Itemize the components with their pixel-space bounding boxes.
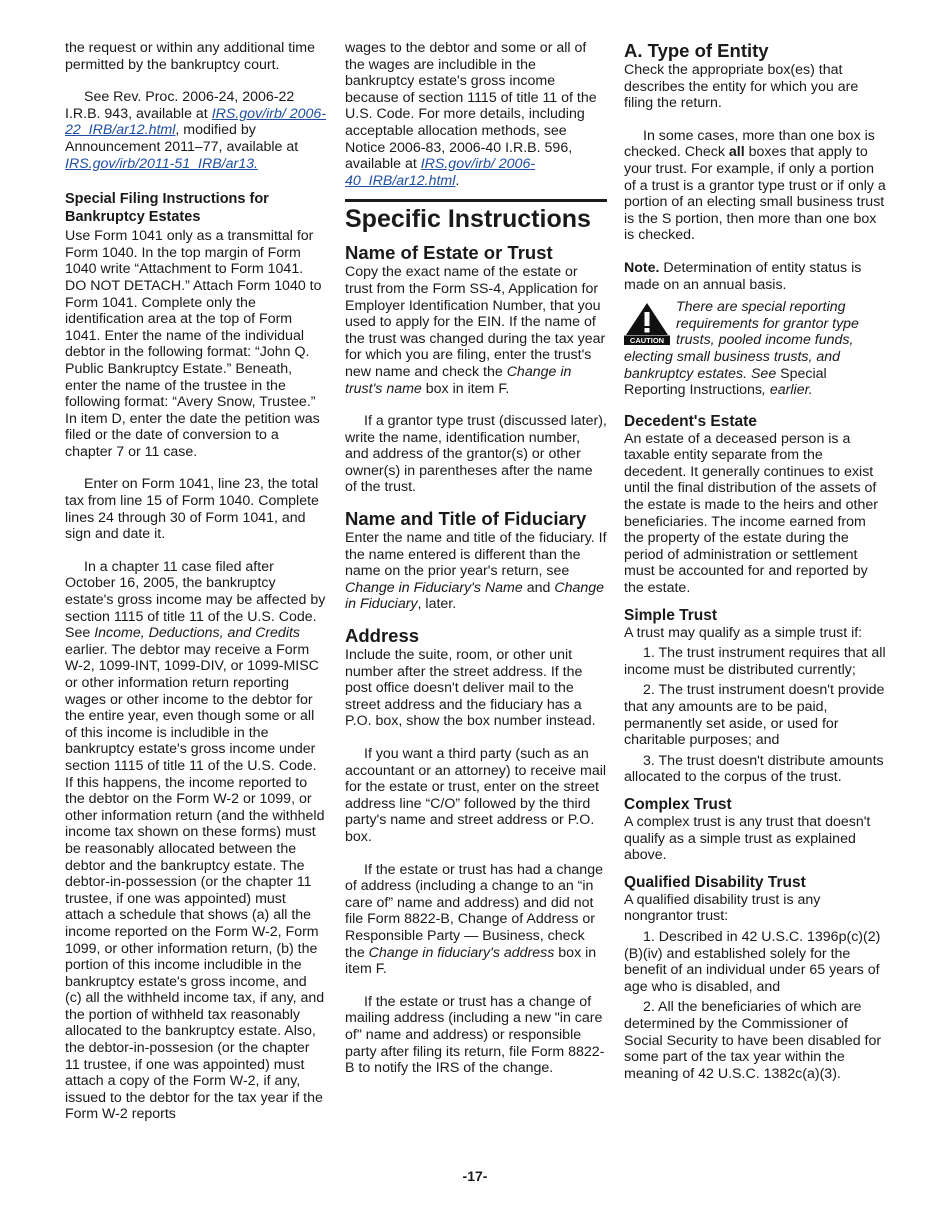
paragraph: A qualified disability trust is any nongrantor trust: — [624, 891, 821, 925]
paragraph: A complex trust is any trust that doesn't qualify as a simple trust as explained above. — [624, 813, 871, 864]
caution-icon — [624, 301, 670, 345]
paragraph: In a chapter 11 case filed after October 16, 2005, the bankruptcy estate's gross income may be affected by section 1115 of title 11 of the U.S. Code. See Income, Deductions, and Credits earlier. The debtor may receive a Form W-2, 1099-INT, 1099-DIV, or 1099-MISC or other information return reporting wages or other income to the debtor for the entire year, even though some or all of this income is includible in the bankruptcy estate's gross income under section 1115 of title 11 of the U.S. Code. If this happens, the income reported to the debtor on the Form W-2 or 1099, or other information return (and the withheld income tax shown on these forms) must be reasonably allocated between the debtor and the bankruptcy estate. The debtor-in-possession (or the chapter 11 trustee, if one was appointed) must attach a schedule that shows (a) all the income reported on the Form W-2, Form 1099, or other information return, (b) the portion of this income includible in the bankruptcy estate's gross income, and (c) all the withheld income tax, if any, and the portion of withheld tax reasonably allocated to the bankruptcy estate. Also, the debtor-in-possesion (or the chapter 11 trustee, if one was appointed) must attach a copy of the Form W-2, if any, issued to the debtor for the tax year if the Form W-2 reports — [65, 558, 326, 1123]
heading-qualified-disability-trust: Qualified Disability Trust — [624, 873, 806, 891]
heading-complex-trust: Complex Trust — [624, 795, 732, 813]
irb-link-2006-40[interactable]: IRS.gov/irb/ 2006-40_IRB/ar12.html — [345, 156, 536, 189]
paragraph: A trust may qualify as a simple trust if: — [624, 624, 863, 641]
heading-address: Address — [345, 625, 420, 647]
column-2 — [345, 40, 607, 1077]
paragraph: If the estate or trust has a change of mailing address (including a new "in care of" name and address) or responsible party after filing its return, file Form 8822-B to notify the IRS of the change. — [345, 993, 605, 1077]
list-item: 3. The trust doesn't distribute amounts allocated to the corpus of the trust. — [624, 752, 884, 786]
paragraph: In some cases, more than one box is checked. Check all boxes that apply to your trust. For example, if only a portion of a trust is a grantor type trust or if only a portion of an electing small business trust is the S portion, then more than one box is checked. — [624, 127, 886, 244]
list-item: 1. The trust instrument requires that all income must be distributed currently; — [624, 645, 886, 678]
paragraph: Use Form 1041 only as a transmittal for Form 1040. In the top margin of Form 1040 write “Attachment to Form 1041. DO NOT DETACH.” Attach Form 1040 to Form 1041. Complete only the identification area at the top of Form 1041. Enter the name of the individual debtor in the following format: “John Q. Public Bankruptcy Estate.” Beneath, enter the name of the trustee in the following format: “Avery Snow, Trustee.” In item D, enter the date the petition was filed or the date of conversion to a chapter 7 or 11 case. — [65, 228, 322, 460]
paragraph: If a grantor type trust (discussed later), write the name, identification number, and address of the grantor(s) or other owner(s) in parentheses after the name of the trust. — [345, 413, 607, 496]
irb-link-2011-51[interactable]: IRS.gov/irb/2011-51_IRB/ar13. — [65, 155, 258, 172]
heading-type-of-entity: A. Type of Entity — [624, 40, 769, 61]
page-number: -17- — [462, 1168, 488, 1184]
paragraph: Include the suite, room, or other unit number after the street address. If the post office doesn't deliver mail to the street address and the fiduciary has a P.O. box, show the box number instead. — [345, 647, 596, 730]
list-item: 2. All the beneficiaries of which are determined by the Commissioner of Social Security to have been disabled for some part of the tax year within the meaning of 42 U.S.C. 1382c(a)(3). — [624, 999, 882, 1082]
caution-text: There are special reporting requirements for grantor type trusts, pooled income funds, electing small business trusts, and bankruptcy estates. See Special Reporting Instructions, earlier. — [624, 299, 859, 399]
column-3 — [624, 40, 886, 1082]
section-heading: Special Filing Instructions for Bankruptcy Estates — [65, 191, 269, 226]
column-1 — [65, 40, 327, 1123]
paragraph: If the estate or trust has had a change of address (including a change to an “in care of” name and address) and did not file Form 8822-B, Change of Address or Responsible Party — Business, check the Change in fiduciary's address box in item F. — [345, 861, 603, 978]
irb-link-2006-22[interactable]: IRS.gov/irb/ 2006-22_IRB/ar12.html — [65, 105, 327, 139]
paragraph: Copy the exact name of the estate or trust from the Form SS-4, Application for Employer Identification Number, that you used to apply for the EIN. If the name of the trust was changed during the tax year for which you are filing, enter the trust's new name and check the Change in trust's name box in item F. — [345, 264, 606, 397]
paragraph: Check the appropriate box(es) that describes the entity for which you are filing the return. — [624, 62, 859, 112]
note: Note. Determination of entity status is made on an annual basis. — [624, 259, 862, 293]
heading-name-of-estate: Name of Estate or Trust — [345, 242, 553, 264]
heading-simple-trust: Simple Trust — [624, 606, 718, 624]
paragraph: the request or within any additional time permitted by the bankruptcy court. — [65, 40, 315, 73]
heading-fiduciary: Name and Title of Fiduciary — [345, 508, 587, 530]
section-rule — [345, 199, 607, 234]
paragraph: Enter on Form 1041, line 23, the total tax from line 15 of Form 1040. Complete lines 24 through 30 of Form 1041, and sign and date it. — [65, 476, 319, 543]
paragraph: wages to the debtor and some or all of the wages are includible in the bankruptcy estate's gross income because of section 1115 of title 11 of the U.S. Code. For more details, including acceptable allocation methods, see Notice 2006-83, 2006-40 I.R.B. 596, available at IRS.gov/irb/ 2006-40_IRB/ar12.html. — [345, 40, 597, 189]
paragraph: An estate of a deceased person is a taxable entity separate from the decedent. It generally continues to exist until the final distribution of the assets of the estate is made to the heirs and other beneficiaries. The income earned from the property of the estate during the period of administration or settlement must be accounted for and reported by the estate. — [624, 430, 878, 597]
paragraph: Enter the name and title of the fiduciary. If the name entered is different than the name on the prior year's return, see Change in Fiduciary's Name and Change in Fiduciary, later. — [345, 530, 607, 613]
paragraph: If you want a third party (such as an accountant or an attorney) to receive mail for the estate or trust, enter on the street address line “C/O” followed by the third party's name and street address or P.O. box. — [345, 746, 607, 845]
heading-decedents-estate: Decedent's Estate — [624, 412, 757, 430]
list-item: 2. The trust instrument doesn't provide that any amounts are to be paid, permanently set aside, or used for charitable purposes; and — [624, 682, 885, 749]
list-item: 1. Described in 42 U.S.C. 1396p(c)(2)(B)(iv) and established solely for the benefit of an individual under 65 years of age who is disabled, and — [624, 928, 881, 995]
caution-label: CAUTION — [629, 336, 665, 346]
section-title: Specific Instructions — [345, 205, 591, 234]
paragraph: See Rev. Proc. 2006-24, 2006-22 I.R.B. 943, available at IRS.gov/irb/ 2006-22_IRB/ar12.html, modified by Announcement 2011–77, available at IRS.gov/irb/2011-51_IRB/ar13. — [65, 89, 327, 172]
